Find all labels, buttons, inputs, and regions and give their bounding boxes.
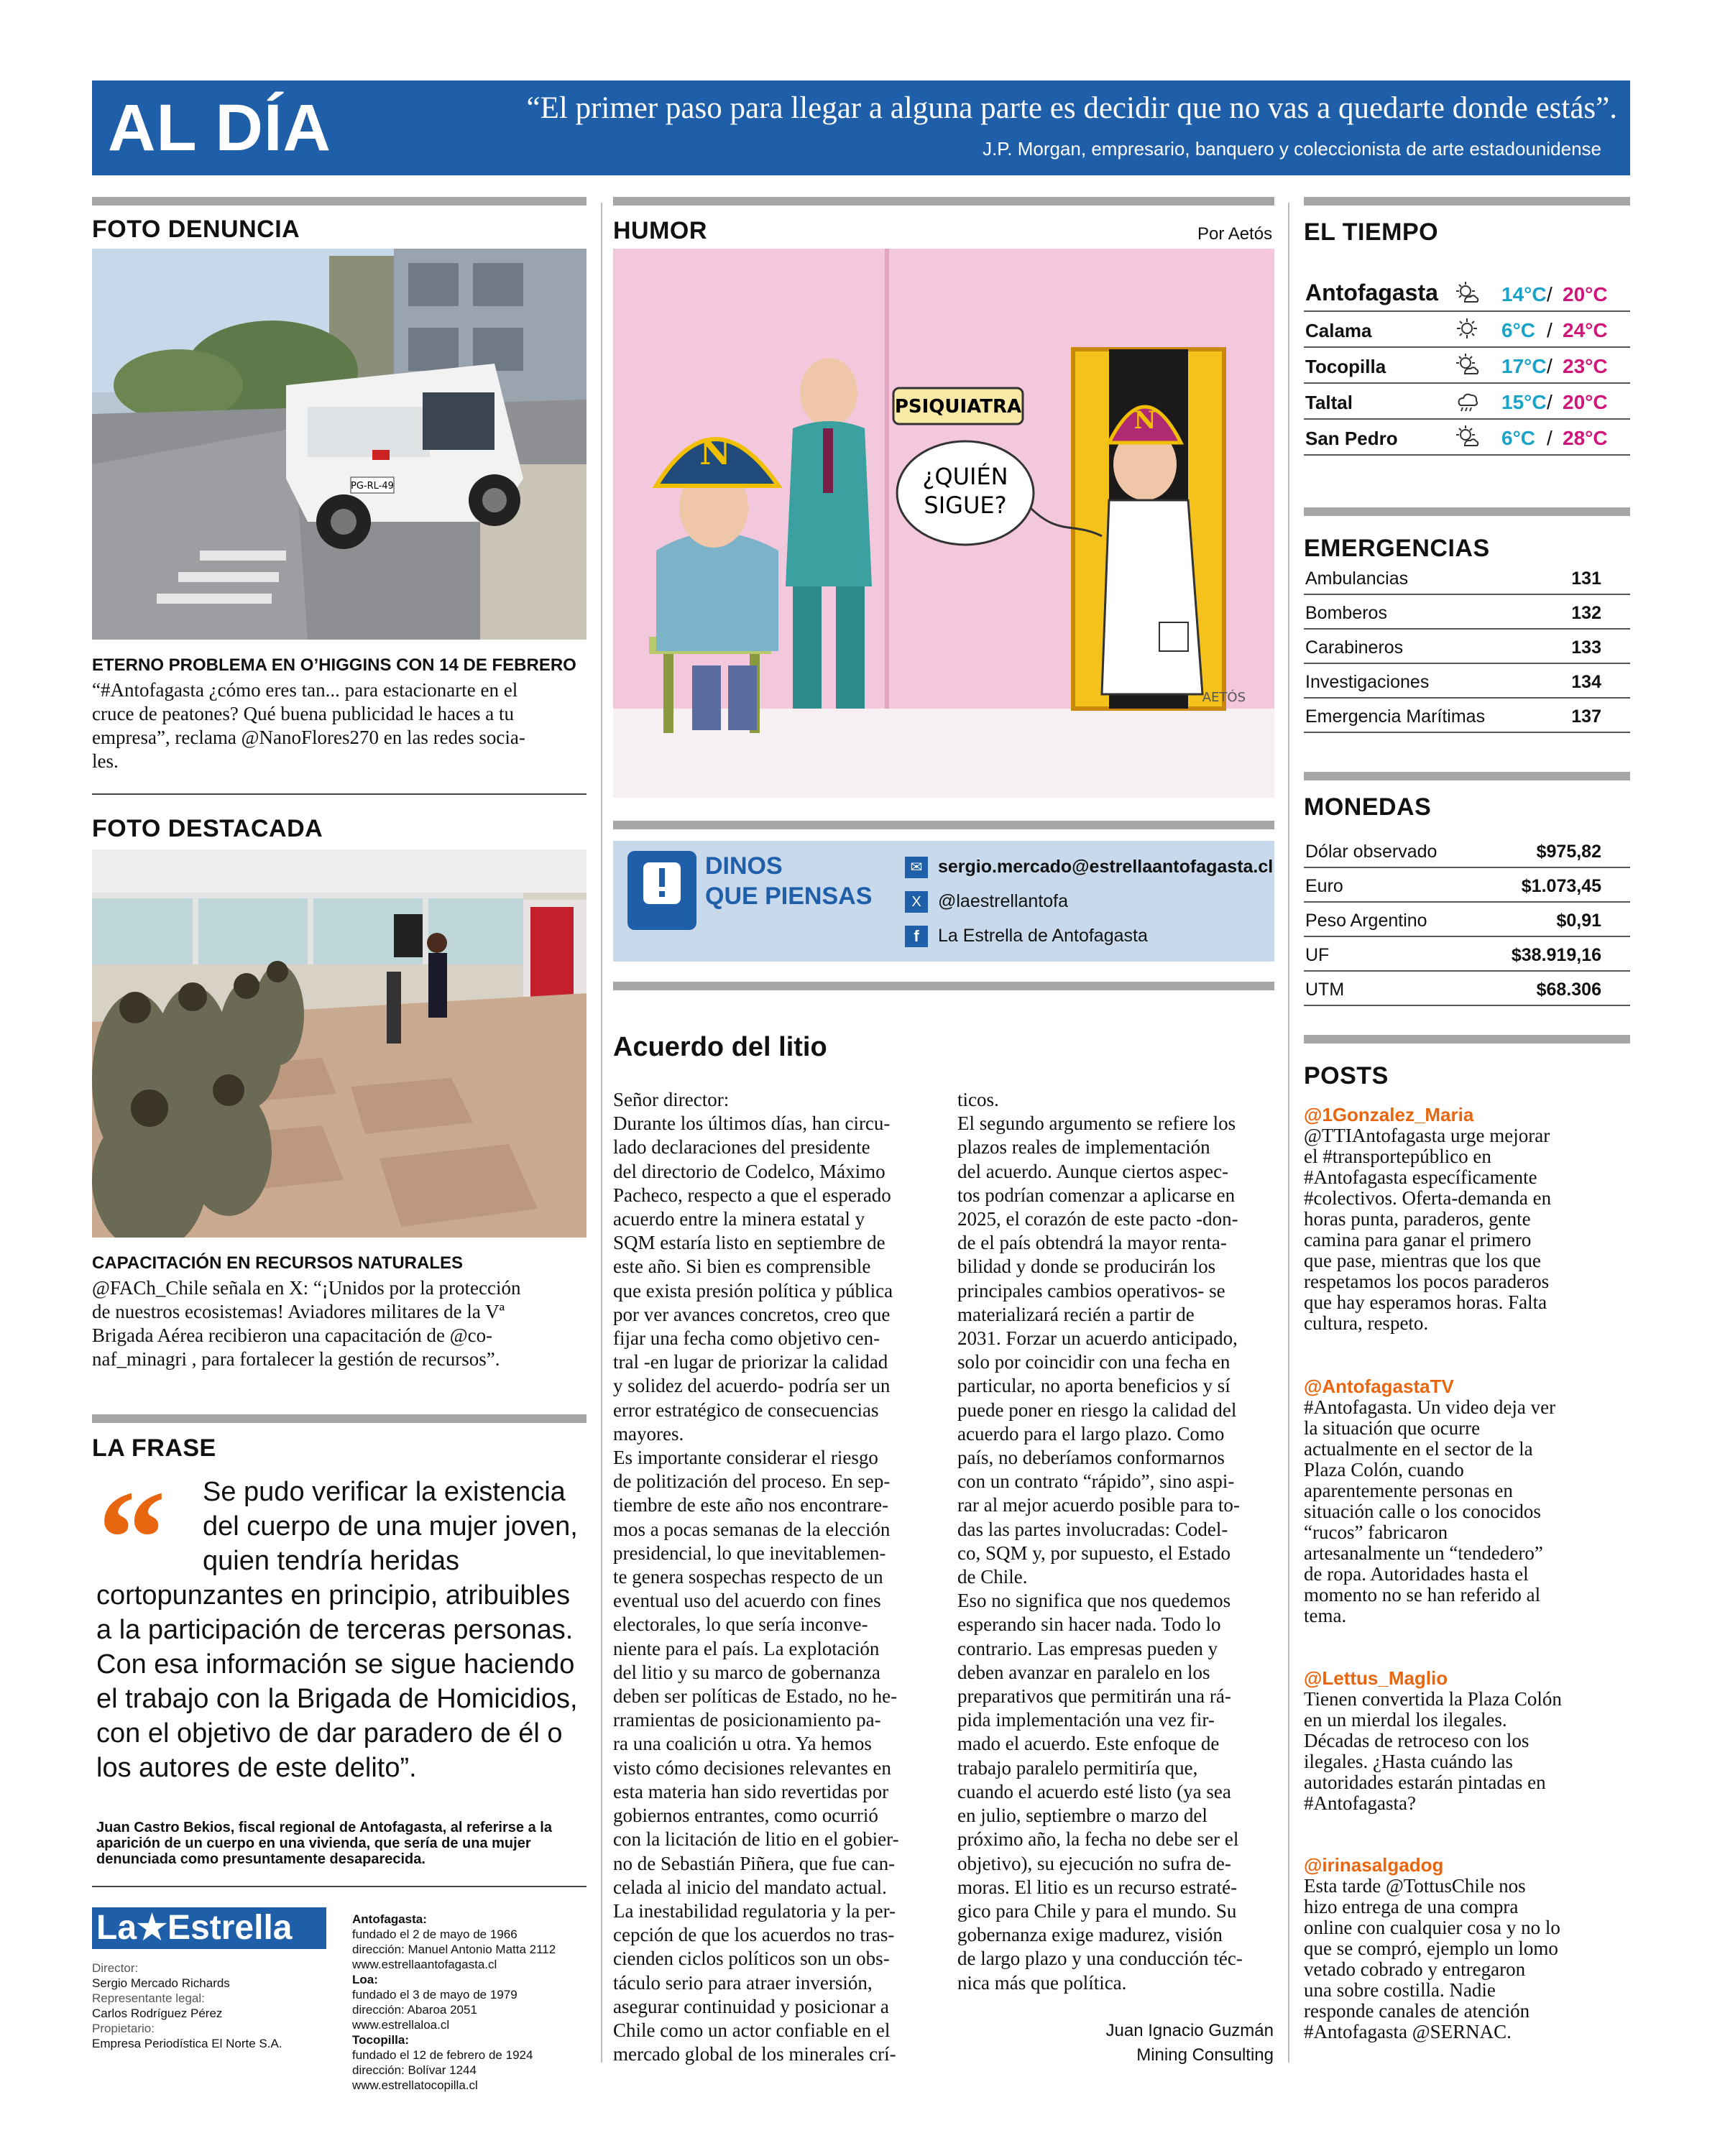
text-line: ticos. bbox=[957, 1089, 999, 1110]
hat-letter: N bbox=[1133, 406, 1156, 435]
emergency-number: 131 bbox=[1571, 568, 1601, 589]
edition-city: Loa: bbox=[352, 1973, 378, 1986]
currency-value: $1.073,45 bbox=[1521, 876, 1601, 896]
text-line: en julio, septiembre o marzo del bbox=[957, 1805, 1208, 1827]
text-line: de el país obtendrá la mayor renta- bbox=[957, 1232, 1227, 1254]
text-line: esta materia han sido revertidas por bbox=[613, 1780, 889, 1802]
text-line: niente para el país. La explotación bbox=[613, 1637, 880, 1659]
text-line: y solidez del acuerdo- podría ser un bbox=[613, 1375, 891, 1397]
header-quote-author: J.P. Morgan, empresario, banquero y coleccionista de arte estadounidense bbox=[983, 138, 1601, 160]
text-line: Señor director: bbox=[613, 1089, 730, 1110]
text-line: #colectivos. Oferta-demanda en bbox=[1304, 1187, 1552, 1209]
hat-letter: N bbox=[699, 433, 731, 473]
column-divider bbox=[601, 203, 602, 2063]
text-line: rar al mejor acuerdo posible para to- bbox=[957, 1494, 1240, 1516]
text-line: eventual uso del acuerdo con fines bbox=[613, 1590, 881, 1612]
weather-min: 14°C bbox=[1501, 283, 1547, 305]
text-line: principales cambios operativos- se bbox=[957, 1279, 1225, 1302]
text-line: 2031. Forzar un acuerdo anticipado, bbox=[957, 1327, 1238, 1350]
letter-column-2 bbox=[957, 1088, 1279, 1995]
section-rule bbox=[613, 982, 1274, 990]
text-line: con la licitación de litio en el gobier- bbox=[613, 1828, 899, 1851]
edition-url[interactable]: www.estrellatocopilla.cl bbox=[352, 2078, 478, 2092]
text-line: “#Antofagasta ¿cómo eres tan... para estacionarte en el bbox=[92, 679, 518, 701]
text-line: #Antofagasta específicamente bbox=[1304, 1166, 1537, 1188]
staff-value: Sergio Mercado Richards bbox=[92, 1976, 230, 1990]
text-line: objetivo), su ejecución no sufra de- bbox=[957, 1852, 1231, 1874]
text-line: responde canales de atención bbox=[1304, 2000, 1530, 2022]
dinos-title: DINOS bbox=[705, 852, 783, 880]
text-line: #Antofagasta? bbox=[1304, 1792, 1416, 1814]
divider bbox=[92, 1886, 586, 1887]
text-line: el #transportepúblico en bbox=[1304, 1146, 1491, 1167]
text-line: una sobre costilla. Nadie bbox=[1304, 1979, 1496, 2001]
weather-row bbox=[1304, 420, 1630, 456]
la-estrella-logo: La★Estrella bbox=[92, 1907, 326, 1949]
edition-city: Tocopilla: bbox=[352, 2033, 410, 2047]
text-line: Durante los últimos días, han circu- bbox=[613, 1112, 891, 1135]
text-line: deben avanzar en paralelo en los bbox=[957, 1661, 1210, 1683]
cloud-rain-icon bbox=[1455, 388, 1479, 413]
text-line: lado declaraciones del presidente bbox=[613, 1136, 870, 1158]
text-line: camina para ganar el primero bbox=[1304, 1229, 1532, 1250]
emergency-row bbox=[1304, 563, 1630, 595]
la-frase-title: LA FRASE bbox=[92, 1434, 216, 1462]
text-line: deben ser políticas de Estado, no he- bbox=[613, 1685, 898, 1708]
column-divider bbox=[1288, 203, 1289, 2063]
staff-value: Carlos Rodríguez Pérez bbox=[92, 2007, 223, 2020]
weather-max: 24°C bbox=[1563, 319, 1608, 341]
text-line: país, no deberíamos conformarnos bbox=[957, 1447, 1225, 1469]
text-line: autoridades estarán pintadas en bbox=[1304, 1772, 1546, 1793]
x-icon: X bbox=[905, 891, 928, 913]
frase-line: con el objetivo de dar paradero de él o bbox=[96, 1718, 563, 1749]
sign-text: PSIQUIATRA bbox=[894, 396, 1022, 418]
text-line: fijar una fecha como objetivo cen- bbox=[613, 1327, 880, 1350]
text-line: tos podrían comenzar a aplicarse en bbox=[957, 1184, 1236, 1206]
letter-signer: Juan Ignacio Guzmán bbox=[1105, 2021, 1274, 2040]
text-line: empresa”, reclama @NanoFlores270 en las redes socia- bbox=[92, 727, 525, 748]
text-line: 2025, el corazón de este pacto -don- bbox=[957, 1208, 1238, 1230]
text-line: esperando sin hacer nada. Todo lo bbox=[957, 1613, 1221, 1636]
text-line: denunciada como presuntamente desaparecida. bbox=[96, 1851, 426, 1867]
currency-value: $68.306 bbox=[1536, 980, 1601, 1000]
bubble-line: ¿QUIÉN bbox=[922, 463, 1008, 490]
foto-destacada-headline: CAPACITACIÓN EN RECURSOS NATURALES bbox=[92, 1253, 464, 1273]
section-title: AL DÍA bbox=[108, 91, 331, 165]
emergency-row bbox=[1304, 630, 1630, 664]
edition-url[interactable]: www.estrellaantofagasta.cl bbox=[352, 1958, 497, 1971]
staff-label: Director: bbox=[92, 1961, 139, 1975]
emergency-number: 134 bbox=[1571, 672, 1601, 692]
dinos-subtitle: QUE PIENSAS bbox=[705, 883, 873, 910]
weather-row bbox=[1304, 312, 1630, 348]
text-line: de largo plazo y una conducción téc- bbox=[957, 1948, 1243, 1970]
text-line: Tienen convertida la Plaza Colón bbox=[1304, 1688, 1562, 1710]
monedas-title: MONEDAS bbox=[1304, 793, 1432, 821]
text-line: mayores. bbox=[613, 1422, 684, 1445]
text-line: mos a pocas semanas de la elección bbox=[613, 1518, 891, 1540]
text-line: SQM estaría listo en septiembre de bbox=[613, 1232, 886, 1254]
frase-line: Se pudo verificar la existencia bbox=[203, 1477, 566, 1507]
post-text bbox=[1304, 1876, 1620, 2042]
edition-line: dirección: Manuel Antonio Matta 2112 bbox=[352, 1943, 556, 1956]
text-line: la situación que ocurre bbox=[1304, 1417, 1481, 1439]
text-line: táculo serio para atraer inversión, bbox=[613, 1971, 873, 1994]
letter-column-1 bbox=[613, 1088, 935, 2066]
letter-signer-org: Mining Consulting bbox=[1136, 2045, 1274, 2065]
text-line: electorales, lo que sería inconve- bbox=[613, 1613, 868, 1636]
section-rule bbox=[1304, 1035, 1630, 1044]
staff-label: Propietario: bbox=[92, 2022, 155, 2035]
text-line: Eso no significa que nos quedemos bbox=[957, 1590, 1231, 1612]
text-line: Es importante considerar el riesgo bbox=[613, 1447, 878, 1469]
text-line: online con cualquier cosa y no lo bbox=[1304, 1917, 1560, 1938]
text-line: vetado cobrado y entregaron bbox=[1304, 1958, 1526, 1980]
quote-mark-icon: “ bbox=[98, 1463, 166, 1614]
post-username[interactable]: @AntofagastaTV bbox=[1304, 1376, 1454, 1397]
text-line: moras. El litio es un recurso estraté- bbox=[957, 1876, 1238, 1898]
text-line: naf_minagri , para fortalecer la gestión de recursos”. bbox=[92, 1348, 500, 1370]
emergency-number: 133 bbox=[1571, 637, 1601, 658]
weather-min: 15°C bbox=[1501, 391, 1547, 413]
text-line: Esta tarde @TottusChile nos bbox=[1304, 1875, 1526, 1897]
text-line: celada al inicio del mandato actual. bbox=[613, 1876, 887, 1898]
weather-separator: / bbox=[1547, 427, 1552, 449]
text-line: ilegales. ¿Hasta cuándo las bbox=[1304, 1751, 1513, 1772]
text-line: asegurar continuidad y posicionar a bbox=[613, 1995, 889, 2017]
text-line: gobernanza exige madurez, visión bbox=[957, 1924, 1223, 1946]
currency-row bbox=[1304, 868, 1630, 903]
foto-destacada-title: FOTO DESTACADA bbox=[92, 815, 323, 842]
text-line: plazos reales de implementación bbox=[957, 1136, 1210, 1158]
frase-line: quien tendría heridas bbox=[203, 1546, 460, 1576]
text-line: de ropa. Autoridades hasta el bbox=[1304, 1563, 1529, 1585]
text-line: particular, no aporta beneficios y sí bbox=[957, 1375, 1230, 1397]
exclamation-icon bbox=[627, 851, 696, 930]
frase-line: los autores de este delito”. bbox=[96, 1753, 417, 1783]
frase-line: a la participación de terceras personas. bbox=[96, 1615, 574, 1645]
text-line: del acuerdo. Aunque ciertos aspec- bbox=[957, 1160, 1229, 1182]
emergency-row bbox=[1304, 664, 1630, 699]
text-line: Plaza Colón, cuando bbox=[1304, 1459, 1464, 1480]
text-line: Chile como un actor confiable en el bbox=[613, 2019, 891, 2041]
text-line: de Chile. bbox=[957, 1566, 1028, 1588]
currency-row bbox=[1304, 903, 1630, 937]
emergency-name: Investigaciones bbox=[1305, 672, 1430, 692]
post-text bbox=[1304, 1397, 1620, 1626]
text-line: #Antofagasta. Un video deja ver bbox=[1304, 1396, 1556, 1418]
text-line: mercado global de los minerales crí- bbox=[613, 2043, 896, 2065]
currency-value: $38.919,16 bbox=[1511, 945, 1601, 965]
currency-value: $975,82 bbox=[1536, 842, 1601, 862]
text-line: actualmente en el sector de la bbox=[1304, 1438, 1533, 1460]
frase-line: el trabajo con la Brigada de Homicidios, bbox=[96, 1684, 578, 1714]
weather-row bbox=[1304, 384, 1630, 420]
text-line: de politización del proceso. En sep- bbox=[613, 1470, 891, 1493]
text-line: situación calle o los conocidos bbox=[1304, 1501, 1541, 1522]
humor-cartoon bbox=[613, 249, 1274, 798]
weather-max: 20°C bbox=[1563, 283, 1608, 305]
section-rule bbox=[1304, 507, 1630, 516]
text-line: co, SQM y, por supuesto, el Estado bbox=[957, 1542, 1230, 1564]
text-line: no de Sebastián Piñera, que fue can- bbox=[613, 1852, 896, 1874]
text-line: artesanalmente un “tendedero” bbox=[1304, 1542, 1543, 1564]
text-line: gobiernos entrantes, como ocurrió bbox=[613, 1805, 878, 1827]
text-line: @FACh_Chile señala en X: “¡Unidos por la protección bbox=[92, 1277, 521, 1299]
text-line: El segundo argumento se refiere los bbox=[957, 1112, 1236, 1135]
text-line: del litio y su marco de gobernanza bbox=[613, 1661, 880, 1683]
edition-line: dirección: Bolívar 1244 bbox=[352, 2063, 477, 2077]
staff-value: Empresa Periodística El Norte S.A. bbox=[92, 2037, 282, 2050]
contact-x-handle[interactable]: @laestrellantofa bbox=[938, 891, 1069, 911]
foto-destacada-text bbox=[92, 1276, 588, 1371]
email-icon: ✉ bbox=[905, 857, 928, 878]
text-line: gico para Chile y para el mundo. Su bbox=[957, 1899, 1237, 1922]
text-line: aparición de un cuerpo en una vivienda, que sería de una mujer bbox=[96, 1835, 531, 1851]
currency-name: Peso Argentino bbox=[1305, 911, 1427, 931]
weather-row bbox=[1304, 267, 1630, 312]
text-line: preparativos que permitirán una rá- bbox=[957, 1685, 1231, 1708]
posts-title: POSTS bbox=[1304, 1062, 1389, 1089]
emergency-number: 132 bbox=[1571, 603, 1601, 623]
currency-name: Euro bbox=[1305, 876, 1343, 896]
text-line: acuerdo entre la minera estatal y bbox=[613, 1208, 865, 1230]
text-line: cultura, respeto. bbox=[1304, 1312, 1429, 1334]
contact-facebook[interactable]: La Estrella de Antofagasta bbox=[938, 926, 1148, 946]
text-line: tiembre de este año nos encontrare- bbox=[613, 1494, 889, 1516]
text-line: cepción de que los acuerdos no tras- bbox=[613, 1924, 895, 1946]
masthead-staff bbox=[92, 1961, 282, 2051]
edition-city: Antofagasta: bbox=[352, 1912, 427, 1926]
frase-line: cortopunzantes en principio, atribuibles bbox=[96, 1580, 571, 1611]
text-line: cienden ciclos políticos son un obs- bbox=[613, 1948, 890, 1970]
facebook-icon: f bbox=[905, 926, 928, 947]
text-line: tema. bbox=[1304, 1605, 1347, 1626]
frase-line: del cuerpo de una mujer joven, bbox=[203, 1511, 578, 1542]
weather-city: Taltal bbox=[1305, 392, 1353, 413]
text-line: cuando el acuerdo esté listo (ya sea bbox=[957, 1780, 1231, 1802]
text-line: que se compró, ejemplo un lomo bbox=[1304, 1938, 1558, 1959]
letter-title: Acuerdo del litio bbox=[613, 1032, 827, 1062]
currency-name: UF bbox=[1305, 945, 1330, 965]
text-line: pida implementación una vez fir- bbox=[957, 1709, 1215, 1731]
text-line: horas punta, paraderos, gente bbox=[1304, 1208, 1531, 1230]
weather-separator: / bbox=[1547, 319, 1552, 341]
section-rule bbox=[613, 821, 1274, 829]
sun-cloud-icon bbox=[1455, 424, 1479, 448]
weather-city: Calama bbox=[1305, 320, 1372, 341]
emergency-name: Ambulancias bbox=[1305, 568, 1409, 589]
text-line: materializará recién a partir de bbox=[957, 1303, 1195, 1325]
cartoon-signature: AETÓS bbox=[1202, 690, 1246, 705]
weather-city: Tocopilla bbox=[1305, 356, 1386, 377]
staff-label: Representante legal: bbox=[92, 1991, 205, 2005]
weather-title: EL TIEMPO bbox=[1304, 218, 1439, 246]
foto-denuncia-title: FOTO DENUNCIA bbox=[92, 216, 300, 243]
weather-max: 28°C bbox=[1563, 427, 1608, 449]
text-line: #Antofagasta @SERNAC. bbox=[1304, 2021, 1512, 2042]
text-line: que pase, mientras que los que bbox=[1304, 1250, 1541, 1271]
edition-url[interactable]: www.estrellaloa.cl bbox=[352, 2018, 450, 2032]
text-line: trabajo paralelo permitiría que, bbox=[957, 1756, 1198, 1779]
text-line: solo por coincidir con una fecha en bbox=[957, 1351, 1230, 1373]
emergency-name: Bomberos bbox=[1305, 603, 1387, 623]
text-line: tral -en lugar de priorizar la calidad bbox=[613, 1351, 888, 1373]
post-username[interactable]: @Lettus_Maglio bbox=[1304, 1667, 1448, 1689]
weather-max: 23°C bbox=[1563, 355, 1608, 377]
text-line: presidencial, lo que inevitablemen- bbox=[613, 1542, 886, 1564]
foto-denuncia-photo bbox=[92, 249, 586, 640]
section-header bbox=[92, 80, 1630, 175]
text-line: momento no se han referido al bbox=[1304, 1584, 1541, 1606]
bubble-line: SIGUE? bbox=[924, 492, 1007, 519]
text-line: este año. Si bien es comprensible bbox=[613, 1256, 871, 1278]
emergencias-title: EMERGENCIAS bbox=[1304, 535, 1490, 562]
sun-cloud-icon bbox=[1455, 280, 1479, 305]
frase-attribution bbox=[96, 1820, 552, 1867]
foto-destacada-photo bbox=[92, 849, 586, 1238]
section-rule bbox=[1304, 197, 1630, 206]
weather-min: 6°C bbox=[1501, 319, 1535, 341]
currency-value: $0,91 bbox=[1556, 911, 1601, 931]
section-rule bbox=[92, 197, 586, 206]
weather-row bbox=[1304, 348, 1630, 384]
emergency-row bbox=[1304, 595, 1630, 630]
emergency-name: Carabineros bbox=[1305, 637, 1404, 658]
text-line: del directorio de Codelco, Máximo bbox=[613, 1160, 886, 1182]
text-line: Juan Castro Bekios, fiscal regional de Antofagasta, al referirse a la bbox=[96, 1820, 552, 1835]
currency-row bbox=[1304, 972, 1630, 1006]
edition-line: fundado el 12 de febrero de 1924 bbox=[352, 2048, 533, 2062]
humor-byline: Por Aetós bbox=[1197, 224, 1273, 244]
weather-max: 20°C bbox=[1563, 391, 1608, 413]
text-line: mado el acuerdo. Este enfoque de bbox=[957, 1733, 1220, 1755]
text-line: ra una coalición u otra. Ya hemos bbox=[613, 1733, 872, 1755]
post-username[interactable]: @irinasalgadog bbox=[1304, 1854, 1444, 1876]
header-quote: “El primer paso para llegar a alguna parte es decidir que no vas a quedarte donde estás”. bbox=[526, 91, 1617, 125]
contact-email[interactable]: sergio.mercado@estrellaantofagasta.cl bbox=[938, 857, 1274, 877]
post-text bbox=[1304, 1689, 1620, 1814]
section-rule bbox=[1304, 772, 1630, 780]
edition-line: dirección: Abaroa 2051 bbox=[352, 2003, 477, 2017]
masthead-editions bbox=[352, 1912, 556, 2093]
text-line: respetamos los pocos paraderos bbox=[1304, 1271, 1550, 1292]
text-line: La inestabilidad regulatoria y la per- bbox=[613, 1899, 896, 1922]
license-plate: PG-RL-49 bbox=[351, 481, 394, 492]
edition-line: fundado el 2 de mayo de 1966 bbox=[352, 1927, 518, 1941]
text-line: bilidad y donde se producirán los bbox=[957, 1256, 1216, 1278]
weather-min: 6°C bbox=[1501, 427, 1535, 449]
text-line: visto cómo decisiones relevantes en bbox=[613, 1756, 891, 1779]
text-line: “rucos” fabricaron bbox=[1304, 1521, 1448, 1543]
emergency-row bbox=[1304, 699, 1630, 733]
text-line: por ver avances concretos, creo que bbox=[613, 1303, 891, 1325]
edition-line: fundado el 3 de mayo de 1979 bbox=[352, 1988, 518, 2001]
sun-cloud-icon bbox=[1455, 352, 1479, 377]
divider bbox=[92, 793, 586, 795]
text-line: das las partes involucradas: Codel- bbox=[957, 1518, 1228, 1540]
text-line: que hay esperamos horas. Falta bbox=[1304, 1291, 1547, 1313]
text-line: nica más que política. bbox=[957, 1971, 1127, 1994]
text-line: te genera sospechas respecto de un bbox=[613, 1566, 883, 1588]
text-line: les. bbox=[92, 750, 119, 772]
text-line: en un mierdal los ilegales. bbox=[1304, 1709, 1507, 1731]
text-line: Brigada Aérea recibieron una capacitación de @co- bbox=[92, 1325, 493, 1346]
weather-city: San Pedro bbox=[1305, 428, 1398, 449]
weather-separator: / bbox=[1547, 283, 1552, 305]
currency-row bbox=[1304, 834, 1630, 868]
currency-name: UTM bbox=[1305, 980, 1345, 1000]
weather-separator: / bbox=[1547, 391, 1552, 413]
text-line: rramientas de posicionamiento pa- bbox=[613, 1709, 881, 1731]
section-rule bbox=[92, 1414, 586, 1423]
post-username[interactable]: @1Gonzalez_Maria bbox=[1304, 1104, 1474, 1125]
text-line: que exista presión política y pública bbox=[613, 1279, 893, 1302]
text-line: con un contrato “rápido”, sino aspi- bbox=[957, 1470, 1235, 1493]
currency-row bbox=[1304, 937, 1630, 972]
text-line: @TTIAntofagasta urge mejorar bbox=[1304, 1125, 1550, 1146]
frase-line: Con esa información se sigue haciendo bbox=[96, 1649, 575, 1680]
text-line: próximo año, la fecha no debe ser el bbox=[957, 1828, 1239, 1851]
text-line: cruce de peatones? Qué buena publicidad le haces a tu bbox=[92, 703, 514, 724]
section-rule bbox=[613, 197, 1274, 206]
weather-city: Antofagasta bbox=[1305, 280, 1438, 305]
text-line: aparentemente personas en bbox=[1304, 1480, 1513, 1501]
foto-denuncia-headline: ETERNO PROBLEMA EN O’HIGGINS CON 14 DE FEBRERO bbox=[92, 655, 576, 675]
text-line: contrario. Las empresas pueden y bbox=[957, 1637, 1218, 1659]
humor-title: HUMOR bbox=[613, 217, 707, 244]
emergency-name: Emergencia Marítimas bbox=[1305, 706, 1486, 727]
text-line: acuerdo para el largo plazo. Como bbox=[957, 1422, 1225, 1445]
emergency-number: 137 bbox=[1571, 706, 1601, 727]
text-line: error estratégico de consecuencias bbox=[613, 1399, 879, 1421]
dinos-que-piensas-box bbox=[613, 841, 1274, 962]
post-text bbox=[1304, 1125, 1620, 1334]
weather-separator: / bbox=[1547, 355, 1552, 377]
text-line: Pacheco, respecto a que el esperado bbox=[613, 1184, 891, 1206]
sun-icon bbox=[1455, 316, 1479, 341]
weather-min: 17°C bbox=[1501, 355, 1547, 377]
text-line: de nuestros ecosistemas! Aviadores militares de la Vª bbox=[92, 1301, 505, 1322]
text-line: Décadas de retroceso con los bbox=[1304, 1730, 1530, 1751]
foto-denuncia-text bbox=[92, 678, 588, 773]
currency-name: Dólar observado bbox=[1305, 842, 1438, 862]
text-line: puede poner en riesgo la calidad del bbox=[957, 1399, 1237, 1421]
text-line: hizo entrega de una compra bbox=[1304, 1896, 1519, 1917]
